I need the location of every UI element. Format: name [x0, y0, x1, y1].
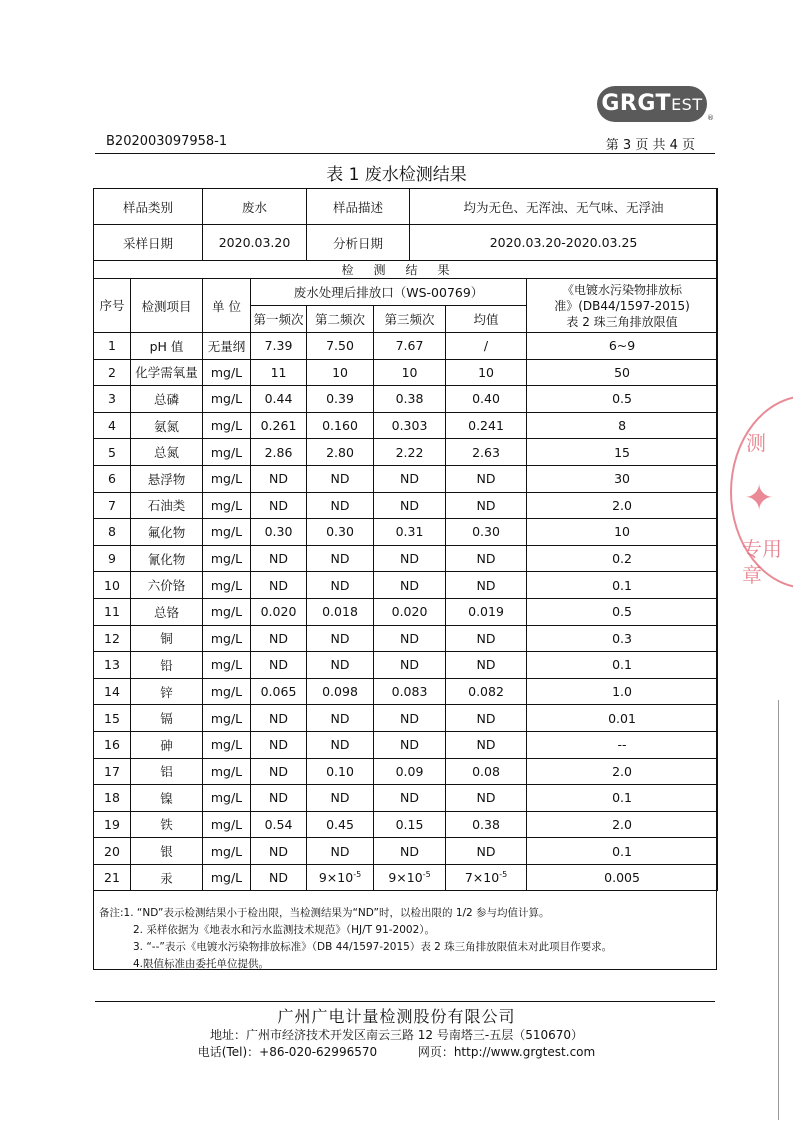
row-item-value: 锌 [160, 684, 173, 700]
col-item-header: 检测项目 [131, 279, 203, 333]
row-freq3-value: ND [400, 471, 420, 487]
row-no-value: 12 [104, 630, 120, 646]
row-freq3-value: 0.38 [395, 391, 424, 407]
row-limit-value: 8 [618, 418, 627, 434]
row-freq2-value: ND [330, 790, 350, 806]
row-unit-value: mg/L [210, 524, 243, 540]
row-avg-value: 10 [478, 364, 494, 380]
grgtest-logo [597, 86, 712, 126]
row-item-value: 砷 [160, 737, 173, 753]
row-limit-value: 15 [614, 444, 630, 460]
row-freq1-value: ND [269, 790, 288, 806]
row-freq1-value: ND [269, 657, 288, 673]
note-4: 4.限值标准由委托单位提供。 [133, 958, 270, 970]
row-item-value: 总氮 [154, 445, 180, 461]
row-item-value: pH 值 [149, 338, 184, 354]
row-limit-value: 30 [614, 471, 630, 487]
row-freq2-value: 0.098 [322, 684, 358, 700]
company-contact [0, 1043, 793, 1060]
row-avg-value: ND [476, 737, 496, 753]
report-number: B202003097958-1 [106, 134, 228, 149]
row-item-value: 铁 [160, 817, 173, 833]
row-freq1-value: 7.39 [264, 338, 293, 354]
limit-header-line2: 准》(DB44/1597-2015) [554, 298, 690, 313]
row-freq2-value: ND [330, 710, 350, 726]
company-address: 地址：广州市经济技术开发区南云三路 12 号南塔三-五层（510670） [209, 1028, 584, 1042]
row-avg-value: ND [476, 577, 496, 593]
row-avg-value: 0.08 [472, 763, 500, 779]
seal-text-bottom: 专用章 [742, 537, 782, 587]
row-freq2-value: 0.160 [322, 418, 358, 434]
row-item-value: 氨氮 [154, 418, 180, 434]
col-freq1-header: 第一频次 [251, 306, 307, 333]
row-limit-value: 0.3 [612, 630, 632, 646]
row-limit-value: 0.1 [612, 577, 632, 593]
sample-desc-label: 样品描述 [307, 189, 410, 225]
row-no-value: 16 [104, 737, 120, 753]
row-unit-value: mg/L [210, 790, 243, 806]
row-freq3-value: ND [400, 497, 420, 513]
results-band-label: 检测结果 [94, 261, 718, 279]
page-info: 第 3 页 共 4 页 [605, 138, 695, 153]
row-limit-value: 0.1 [612, 657, 632, 673]
row-unit-value: mg/L [210, 870, 243, 886]
row-limit-value: 0.1 [612, 790, 632, 806]
sample-type-value: 废水 [203, 189, 307, 225]
row-no-value: 15 [104, 710, 120, 726]
row-no-value: 7 [108, 497, 116, 513]
table-title: 表 1 废水检测结果 [326, 165, 467, 185]
analysis-date-value: 2020.03.20-2020.03.25 [410, 225, 718, 261]
notes-prefix: 备注: [99, 907, 124, 919]
row-freq3-value: ND [400, 710, 420, 726]
row-freq1-value: ND [269, 577, 288, 593]
row-freq3-value: ND [400, 551, 420, 567]
row-freq3-value: 0.020 [391, 604, 428, 620]
row-unit-value: mg/L [210, 577, 243, 593]
row-freq3-value: 7.67 [395, 338, 424, 354]
row-freq2-value: 9×10 [318, 870, 354, 886]
row-avg-value: 0.019 [468, 604, 504, 620]
row-item-value: 六价铬 [147, 578, 186, 594]
row-no-value: 10 [104, 577, 120, 593]
row-item-value: 铝 [160, 764, 173, 780]
row-avg-value: ND [476, 471, 496, 487]
row-freq3-value: 10 [401, 364, 418, 380]
row-freq1-value: ND [269, 763, 288, 779]
row-freq1-value: 0.065 [260, 684, 297, 700]
row-item-value: 镍 [160, 790, 173, 806]
row-freq2-value: ND [330, 657, 350, 673]
row-freq1-value: 2.86 [264, 444, 293, 460]
row-freq3-value: ND [400, 790, 420, 806]
row-freq3-value: 2.22 [395, 444, 424, 460]
row-avg-value: 7×10 [464, 870, 500, 886]
row-item-value: 银 [160, 844, 173, 860]
note-1-text: 1. “ND”表示检测结果小于检出限，当检测结果为“ND”时，以检出限的 1/2 参与均值计算。 [123, 907, 550, 919]
row-freq3-value: 0.09 [395, 763, 424, 779]
row-unit-value: mg/L [210, 471, 243, 487]
row-unit-value: mg/L [210, 737, 243, 753]
row-item-value: 总磷 [154, 391, 180, 407]
row-item-value: 总铬 [154, 604, 180, 620]
row-freq3-exponent: -5 [422, 870, 431, 880]
row-limit-value: 2.0 [612, 497, 632, 513]
row-item-value: 化学需氧量 [135, 365, 198, 381]
row-freq1-value: ND [269, 630, 288, 646]
row-freq1-value: 0.54 [264, 816, 293, 832]
row-item-value: 铜 [160, 631, 173, 647]
company-website: 网页：http://www.grgtest.com [417, 1045, 596, 1059]
row-limit-value: 2.0 [612, 816, 632, 832]
row-no-value: 3 [108, 391, 116, 407]
analysis-date-label: 分析日期 [307, 225, 410, 261]
row-freq2-value: ND [330, 737, 350, 753]
row-item-value: 悬浮物 [147, 471, 186, 487]
row-freq2-value: 2.80 [326, 444, 354, 460]
row-avg-value: 0.241 [468, 418, 504, 434]
row-limit-value: 6~9 [608, 338, 636, 354]
row-freq2-exponent: -5 [353, 870, 362, 880]
row-unit-value: mg/L [210, 444, 243, 460]
row-unit-value: mg/L [210, 684, 243, 700]
row-unit-value: mg/L [210, 843, 243, 859]
row-freq1-value: 0.44 [264, 391, 293, 407]
row-limit-value: 0.1 [612, 843, 632, 859]
seal-text-top: 测 [746, 431, 766, 455]
row-freq1-value: 0.30 [264, 524, 293, 540]
row-freq1-value: ND [269, 551, 288, 567]
row-freq3-value: ND [400, 630, 420, 646]
col-outlet-header: 废水处理后排放口（WS-00769） [251, 279, 527, 306]
row-avg-value: ND [476, 497, 496, 513]
row-unit-value: mg/L [210, 816, 243, 832]
row-freq3-value: 0.31 [395, 524, 424, 540]
row-unit-value: mg/L [210, 551, 243, 567]
row-no-value: 13 [104, 657, 120, 673]
row-freq2-value: 0.10 [326, 763, 354, 779]
sampling-date-label: 采样日期 [94, 225, 203, 261]
row-no-value: 11 [104, 604, 120, 620]
row-no-value: 21 [104, 870, 120, 886]
row-freq3-value: ND [400, 577, 420, 593]
row-item-value: 汞 [160, 870, 173, 886]
company-phone: 电话(Tel)：+86-020-62996570 [197, 1045, 378, 1059]
row-freq1-value: ND [269, 497, 288, 513]
row-freq1-value: ND [269, 870, 288, 886]
row-freq2-value: 10 [332, 364, 348, 380]
limit-header-line1: 《电镀水污染物排放标 [562, 282, 683, 297]
row-no-value: 8 [108, 524, 116, 540]
row-no-value: 18 [104, 790, 120, 806]
row-limit-value: 2.0 [612, 763, 632, 779]
row-unit-value: mg/L [210, 630, 243, 646]
row-freq2-value: ND [330, 577, 350, 593]
row-limit-value: 50 [614, 364, 630, 380]
row-unit-value: mg/L [210, 657, 243, 673]
row-avg-value: 0.38 [472, 816, 500, 832]
row-avg-exponent: -5 [499, 870, 508, 880]
row-avg-value: 0.40 [472, 391, 500, 407]
row-avg-value: 0.082 [468, 684, 504, 700]
row-limit-value: 0.005 [604, 870, 640, 886]
note-3: 3. “--”表示《电镀水污染物排放标准》（DB 44/1597-2015）表 2 珠三角排放限值未对此项目作要求。 [133, 941, 613, 953]
row-freq2-value: ND [330, 843, 350, 859]
row-limit-value: 10 [614, 524, 630, 540]
row-freq3-value: 0.083 [391, 684, 428, 700]
row-limit-value: 0.5 [612, 604, 632, 620]
row-limit-value: 1.0 [612, 684, 632, 700]
row-freq1-value: ND [269, 737, 288, 753]
row-freq1-value: 11 [270, 364, 287, 380]
row-unit-value: mg/L [210, 364, 243, 380]
col-freq2-header: 第二频次 [307, 306, 374, 333]
row-freq2-value: ND [330, 497, 350, 513]
col-avg-header: 均值 [446, 306, 527, 333]
row-freq1-value: ND [269, 710, 288, 726]
row-avg-value: ND [476, 630, 496, 646]
row-item-value: 镉 [160, 711, 173, 727]
row-freq3-value: 0.15 [395, 816, 424, 832]
row-avg-value: ND [476, 551, 496, 567]
row-limit-value: 0.01 [608, 710, 636, 726]
row-freq1-value: ND [269, 843, 288, 859]
footer-rule [95, 1001, 715, 1002]
row-no-value: 2 [108, 364, 116, 380]
row-freq3-value: ND [400, 737, 420, 753]
row-no-value: 20 [104, 843, 120, 859]
row-freq2-value: 0.45 [326, 816, 354, 832]
row-limit-value: 0.2 [612, 551, 632, 567]
row-avg-value: / [483, 338, 489, 354]
seal-star-icon: ✦ [744, 478, 775, 519]
row-limit-value: 0.5 [612, 391, 632, 407]
row-avg-value: ND [476, 710, 496, 726]
row-no-value: 5 [108, 444, 116, 460]
row-no-value: 17 [104, 763, 120, 779]
row-freq2-value: ND [330, 630, 350, 646]
row-no-value: 1 [108, 338, 116, 354]
logo-registered: ® [707, 114, 714, 122]
logo-main: GRGT [601, 91, 672, 116]
row-freq1-value: 0.261 [260, 418, 297, 434]
row-item-value: 氟化物 [147, 524, 186, 540]
row-no-value: 9 [108, 551, 116, 567]
col-unit-header: 单 位 [203, 279, 251, 333]
row-freq2-value: 7.50 [326, 338, 354, 354]
row-freq3-value: 0.303 [391, 418, 428, 434]
sampling-date-value: 2020.03.20 [203, 225, 307, 261]
row-freq1-value: ND [269, 471, 288, 487]
row-freq3-value: ND [400, 843, 420, 859]
row-freq3-value: ND [400, 657, 420, 673]
header-rule [95, 153, 715, 154]
row-freq3-value: 9×10 [388, 870, 423, 886]
col-freq3-header: 第三频次 [374, 306, 446, 333]
row-freq2-value: 0.018 [322, 604, 358, 620]
row-avg-value: ND [476, 657, 496, 673]
row-freq2-value: 0.39 [326, 391, 354, 407]
row-freq1-value: 0.020 [260, 604, 297, 620]
row-no-value: 6 [108, 471, 116, 487]
logo-sub: EST [671, 95, 703, 114]
row-freq2-value: ND [330, 471, 350, 487]
row-unit-value: mg/L [210, 604, 243, 620]
row-unit-value: mg/L [210, 763, 243, 779]
logo-text [597, 86, 707, 122]
sample-desc-value: 均为无色、无浑浊、无气味、无浮油 [410, 189, 718, 225]
note-2: 2. 采样依据为《地表水和污水监测技术规范》（HJ/T 91-2002）。 [133, 924, 436, 936]
row-avg-value: 2.63 [472, 444, 500, 460]
row-freq2-value: ND [330, 551, 350, 567]
row-no-value: 4 [108, 418, 116, 434]
col-no-header: 序号 [94, 279, 131, 333]
row-unit-value: mg/L [210, 391, 243, 407]
company-name: 广州广电计量检测股份有限公司 [277, 1007, 516, 1026]
table-frame [93, 188, 717, 970]
row-freq2-value: 0.30 [326, 524, 354, 540]
row-unit-value: mg/L [210, 497, 243, 513]
limit-header-line3: 表 2 珠三角排放限值 [566, 314, 678, 329]
row-item-value: 氰化物 [147, 551, 186, 567]
sample-type-label: 样品类别 [94, 189, 203, 225]
row-unit-value: mg/L [210, 418, 243, 434]
row-no-value: 14 [104, 684, 120, 700]
row-item-value: 石油类 [147, 498, 186, 514]
row-unit-value: 无量纲 [207, 338, 246, 354]
row-avg-value: ND [476, 790, 496, 806]
row-unit-value: mg/L [210, 710, 243, 726]
row-no-value: 19 [104, 816, 120, 832]
row-avg-value: 0.30 [472, 524, 500, 540]
row-item-value: 铅 [160, 657, 173, 673]
row-limit-value: -- [617, 737, 627, 753]
row-avg-value: ND [476, 843, 496, 859]
